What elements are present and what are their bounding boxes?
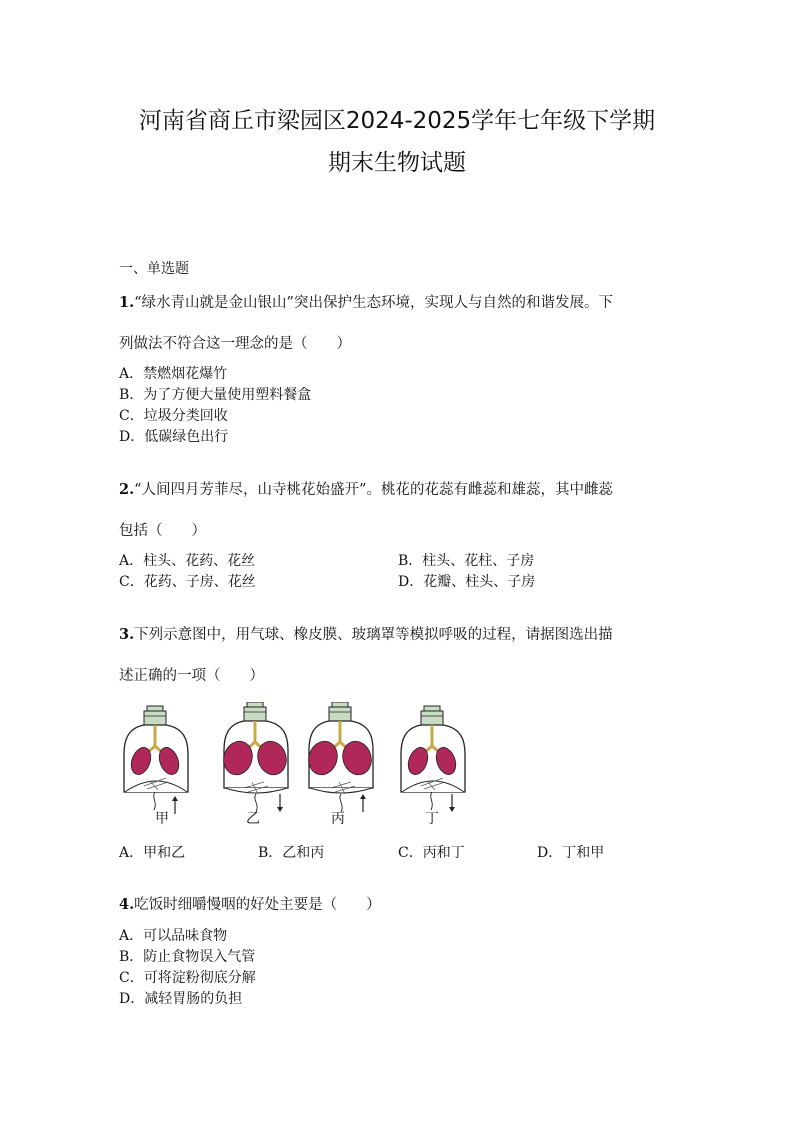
- document-title-line2: 期末生物试题: [328, 150, 466, 176]
- q2-option-a[interactable]: A．柱头、花药、花丝: [119, 553, 256, 569]
- q1-option-c[interactable]: C．垃圾分类回收: [119, 408, 228, 424]
- model-jia: [124, 706, 188, 814]
- q2-stem-line2: 包括（ ）: [119, 523, 206, 539]
- q3-stem-line1: [119, 623, 613, 644]
- figure-label-yi: 乙: [246, 811, 260, 827]
- q4-stem-line1: [119, 893, 381, 914]
- q3-option-d[interactable]: D．丁和甲: [537, 845, 605, 861]
- model-yi: [219, 702, 290, 812]
- q3-option-a[interactable]: A．甲和乙: [119, 845, 186, 861]
- q3-text: 下列示意图中，用气球、橡皮膜、玻璃罩等模拟呼吸的过程，请据图选出描: [134, 627, 613, 643]
- q1-text: “绿水青山就是金山银山”突出保护生态环境，实现人与自然的和谐发展。下: [134, 295, 613, 311]
- q1-option-d[interactable]: D．低碳绿色出行: [119, 429, 229, 445]
- q1-option-b[interactable]: B．为了方便大量使用塑料餐盒: [119, 387, 312, 403]
- q2-option-c[interactable]: C．花药、子房、花丝: [119, 574, 256, 590]
- q3-option-c[interactable]: C．丙和丁: [398, 845, 465, 861]
- q2-text: “人间四月芳菲尽，山寺桃花始盛开”。桃花的花蕊有雌蕊和雄蕊，其中雌蕊: [134, 482, 613, 498]
- q4-option-c[interactable]: C．可将淀粉彻底分解: [119, 970, 256, 986]
- model-bing: [304, 702, 375, 812]
- q4-option-b[interactable]: B．防止食物误入气管: [119, 949, 256, 965]
- q3-stem-line2: 述正确的一项（ ）: [119, 668, 264, 684]
- q2-option-b[interactable]: B．柱头、花柱、子房: [398, 553, 535, 569]
- q4-option-a[interactable]: A．可以品味食物: [119, 928, 228, 944]
- breathing-model-figure: [120, 702, 470, 827]
- q4-number: 4.: [119, 896, 135, 913]
- q3-option-b[interactable]: B．乙和丙: [258, 845, 325, 861]
- figure-label-bing: 丙: [331, 811, 345, 827]
- q1-number: 1.: [119, 294, 135, 311]
- q4-option-d[interactable]: D．减轻胃肠的负担: [119, 991, 243, 1007]
- q3-number: 3.: [119, 626, 135, 643]
- q2-stem-line1: [119, 478, 613, 499]
- document-title-line1: 河南省商丘市梁园区2024-2025学年七年级下学期: [138, 108, 656, 134]
- q4-text: 吃饭时细嚼慢咽的好处主要是（ ）: [134, 897, 381, 913]
- model-ding: [401, 706, 465, 812]
- figure-label-jia: 甲: [155, 811, 169, 827]
- q1-option-a[interactable]: A．禁燃烟花爆竹: [119, 366, 228, 382]
- q1-stem-line2: 列做法不符合这一理念的是（ ）: [119, 336, 351, 352]
- q1-stem-line1: [119, 291, 613, 312]
- section-heading: 一、单选题: [119, 261, 189, 277]
- q2-option-d[interactable]: D．花瓣、柱头、子房: [398, 574, 536, 590]
- q2-number: 2.: [119, 481, 135, 498]
- figure-label-ding: 丁: [425, 811, 439, 827]
